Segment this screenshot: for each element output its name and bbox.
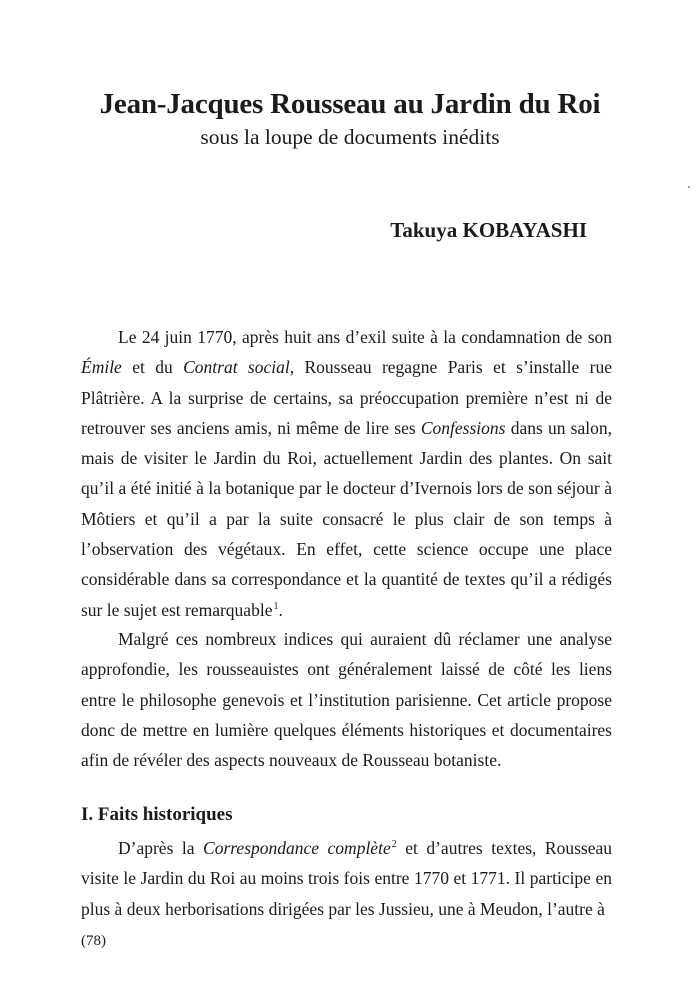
section-heading: I. Faits historiques bbox=[81, 804, 233, 825]
author-name: Takuya KOBAYASHI bbox=[390, 218, 587, 242]
paragraph-1 bbox=[81, 322, 612, 625]
s1-segment-1: D’après la bbox=[118, 838, 204, 858]
article-title: Jean-Jacques Rousseau au Jardin du Roi bbox=[99, 88, 601, 120]
work-title-contrat-social: Contrat social bbox=[183, 357, 290, 378]
work-title-correspondance: Correspondance complète bbox=[203, 838, 391, 858]
p1-segment-2: et du bbox=[121, 357, 184, 378]
paragraph-1-text bbox=[81, 322, 612, 625]
work-title-confessions: Confessions bbox=[420, 417, 506, 438]
paragraph-2 bbox=[81, 624, 612, 775]
work-title-emile: Émile bbox=[81, 357, 122, 378]
article-subtitle: sous la loupe de documents inédits bbox=[200, 125, 500, 149]
p1-segment-5: . bbox=[278, 599, 283, 620]
section-1-paragraph bbox=[81, 833, 612, 924]
paragraph-2-text: Malgré ces nombreux indices qui auraient dû réclamer une analyse approfondie, les rousseauistes ont généralement laissé de côté les liens entre le philosophe genevois et l’institution parisienne. Cet article propose donc de mettre en lumière quelques éléments historiques et documentaires afin de révéler des aspects nouveaux de Rousseau botaniste. bbox=[81, 629, 612, 771]
page-number: (78) bbox=[81, 933, 106, 949]
p1-segment-1: Le 24 juin 1770, après huit ans d’exil suite à la condamnation de son bbox=[118, 327, 612, 347]
p1-segment-3: , Rousseau regagne Paris et s’installe rue Plâtrière. A la surprise de certains, sa préoccupation première n’est ni de retrouver ses anciens amis, ni même de lire ses bbox=[81, 357, 612, 438]
footnote-ref-2: 2 bbox=[391, 839, 397, 851]
p1-segment-4: dans un salon, mais de visiter le Jardin du Roi, actuellement Jardin des plantes. On sait qu’il a été initié à la botanique par le docteur d’Ivernois lors de son séjour à Môtiers et qu’il a par la suite consacré le plus clair de son temps à l’observation des végétaux. En effet, cette science occupe une place considérable dans sa correspondance et la quantité de textes qu’il a rédigés sur le sujet est remarquable bbox=[81, 417, 612, 620]
section-1-paragraph-text bbox=[81, 833, 612, 924]
s1-segment-2: et d’autres textes, Rousseau visite le Jardin du Roi au moins trois fois entre 1770 et 1771. Il participe en plus à deux herborisations dirigées par les Jussieu, une à Meudon, l’autre à bbox=[81, 838, 613, 919]
scan-speck bbox=[688, 186, 690, 188]
footnote-ref-1: 1 bbox=[273, 600, 279, 612]
